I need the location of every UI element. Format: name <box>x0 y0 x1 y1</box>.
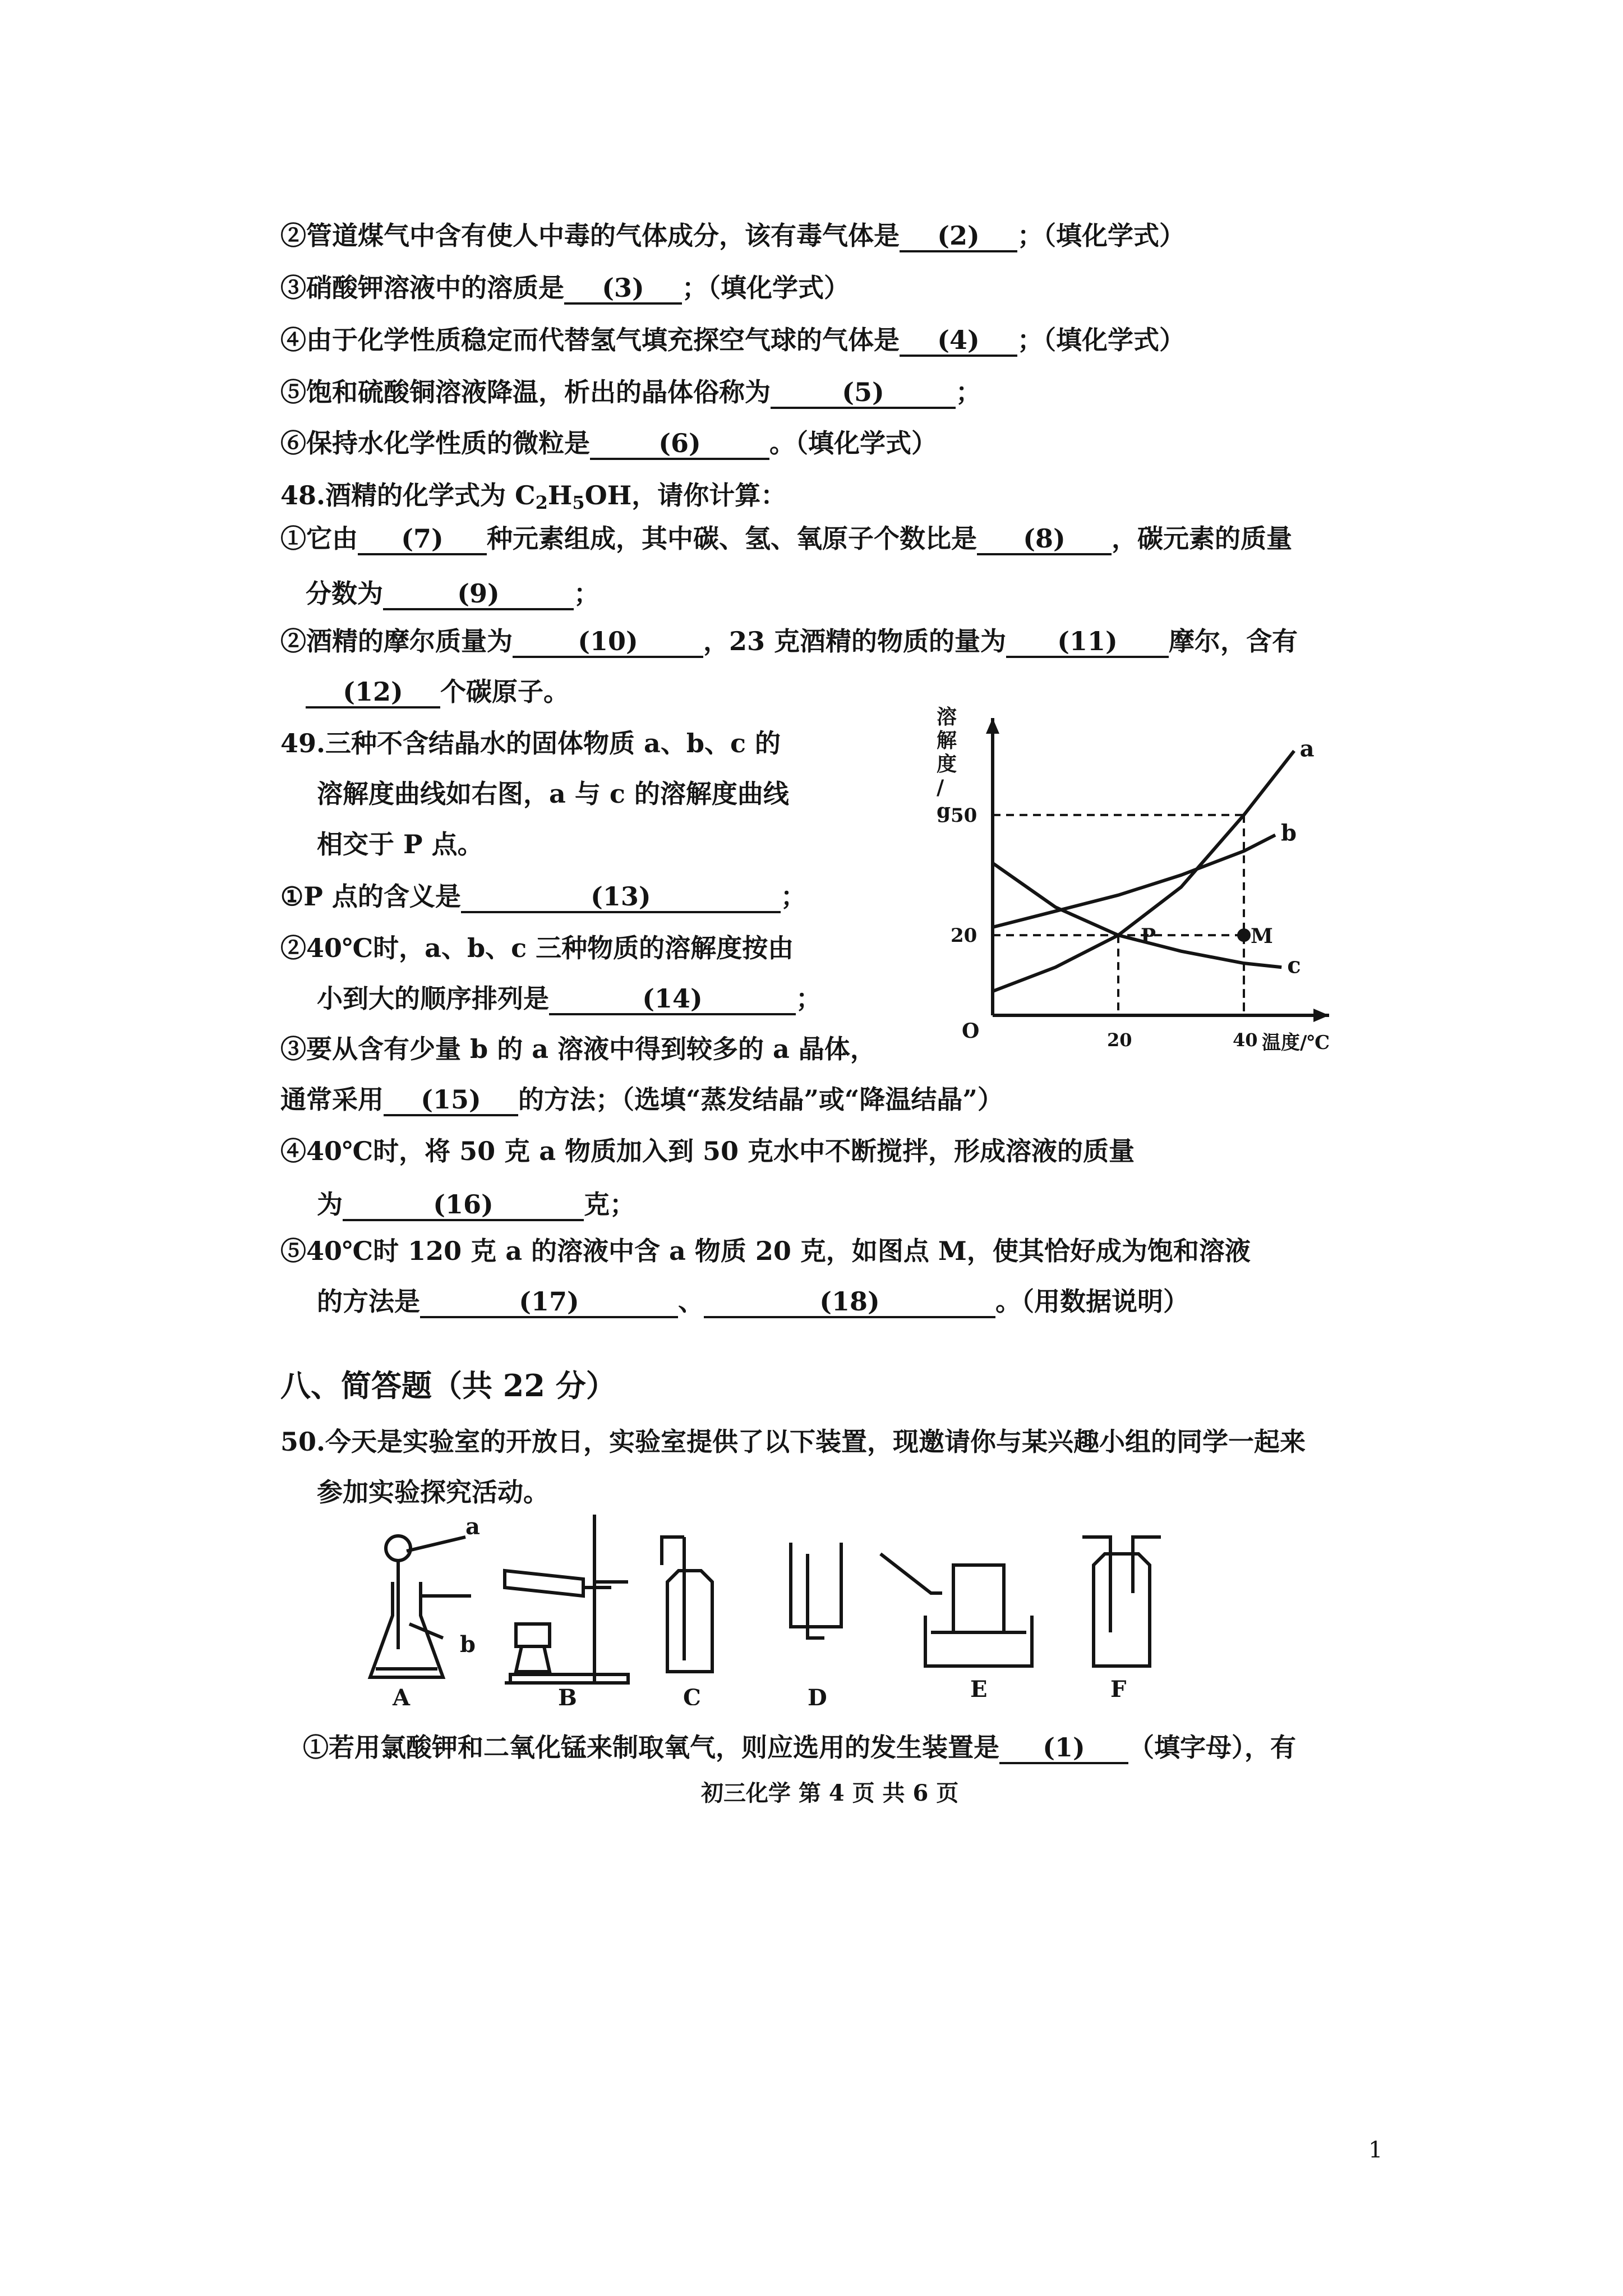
q47-item4: ④由于化学性质稳定而代替氢气填充探空气球的气体是 (4) ；（填化学式） <box>280 323 1185 357</box>
x-axis-label: 温度/℃ <box>1262 1032 1330 1054</box>
apparatus-c-bottle <box>662 1537 712 1672</box>
blank-3[interactable]: (3) <box>564 273 682 305</box>
blank-15[interactable]: (15) <box>384 1085 518 1116</box>
q48-item1-cont: 分数为 (9) ； <box>306 577 600 610</box>
apparatus-label-d: D <box>808 1685 827 1705</box>
point-m <box>1237 928 1251 942</box>
blank-7[interactable]: (7) <box>358 524 487 555</box>
chart-axes <box>986 718 1329 1022</box>
blank-10[interactable]: (10) <box>513 627 703 658</box>
blank-8[interactable]: (8) <box>977 524 1112 555</box>
q49-stem-1: 49.三种不含结晶水的固体物质 a、b、c 的 <box>280 728 781 758</box>
blank-11[interactable]: (11) <box>1006 627 1169 658</box>
blank-6[interactable]: (6) <box>590 429 769 460</box>
blank-18[interactable]: (18) <box>704 1287 995 1318</box>
apparatus-d-downward <box>791 1543 841 1638</box>
apparatus-label-c: C <box>683 1685 701 1705</box>
apparatus-label-b: B <box>558 1685 577 1705</box>
y-axis-label-char: g <box>937 799 951 823</box>
series-label-a: a <box>1299 735 1315 762</box>
chart-labels <box>937 705 1330 1054</box>
x-tick-label: 40 <box>1233 1029 1258 1051</box>
blank-5[interactable]: (5) <box>771 378 956 409</box>
q49-item3: ③要从含有少量 b 的 a 溶液中得到较多的 a 晶体， <box>280 1034 876 1064</box>
blank-9[interactable]: (9) <box>383 579 574 610</box>
y-tick-label: 20 <box>951 924 978 947</box>
q49-item4-cont: 为 (16) 克； <box>317 1188 635 1221</box>
q49-item1: ①P 点的含义是 (13) ； <box>280 880 806 913</box>
q50-item1: ①若用氯酸钾和二氧化锰来制取氧气，则应选用的发生装置是 (1) （填字母），有 <box>303 1731 1296 1764</box>
q49-item2-cont: 小到大的顺序排列是 (14) ； <box>317 982 822 1015</box>
page-number: 1 <box>1368 2137 1383 2163</box>
q50-stem: 50.今天是实验室的开放日，实验室提供了以下装置，现邀请你与某兴趣小组的同学一起来 <box>280 1427 1306 1457</box>
apparatus-part-label-b: b <box>460 1631 476 1658</box>
blank-16[interactable]: (16) <box>343 1190 584 1221</box>
footer: 初三化学 第 4 页 共 6 页 <box>701 1780 959 1806</box>
x-axis-arrow <box>1313 1009 1329 1022</box>
q49-stem-2: 溶解度曲线如右图，a 与 c 的溶解度曲线 <box>317 779 789 809</box>
q47-item5: ⑤饱和硫酸铜溶液降温，析出的晶体俗称为 (5) ； <box>280 375 981 409</box>
q48-item2-cont: (12) 个碳原子。 <box>306 675 569 708</box>
blank-14[interactable]: (14) <box>549 984 796 1015</box>
q50-stem-cont: 参加实验探究活动。 <box>317 1477 549 1507</box>
q48-stem: 48.酒精的化学式为 $C_2H_5OH$，请你计算： <box>280 480 787 513</box>
point-label-m: M <box>1251 924 1273 949</box>
series-label-c: c <box>1287 952 1301 979</box>
solubility-chart <box>925 701 1374 1083</box>
q49-item5: ⑤40℃时 120 克 a 的溶液中含 a 物质 20 克，如图点 M，使其恰好成为饱和溶液 <box>280 1236 1251 1266</box>
y-axis-label-char: / <box>937 776 944 799</box>
apparatus-label-a: A <box>393 1685 411 1705</box>
apparatus-part-label-a: a <box>465 1513 480 1540</box>
y-axis-label-char: 溶 <box>937 705 957 729</box>
q47-item2: ②管道煤气中含有使人中毒的气体成分，该有毒气体是 (2) ；（填化学式） <box>280 219 1185 252</box>
blank-13[interactable]: (13) <box>461 882 781 913</box>
y-axis-label-char: 解 <box>937 729 957 752</box>
apparatus-label-f: F <box>1110 1676 1127 1703</box>
q47-item6: ⑥保持水化学性质的微粒是 (6) 。（填化学式） <box>280 426 937 460</box>
y-axis-arrow <box>986 718 999 734</box>
y-tick-label: 50 <box>951 804 978 827</box>
x-tick-label: 20 <box>1107 1029 1132 1051</box>
y-axis-label-char: 度 <box>937 752 957 776</box>
q47-item3: ③硝酸钾溶液中的溶质是 (3) ；（填化学式） <box>280 271 850 305</box>
apparatus-b-heating <box>505 1515 628 1683</box>
q48-item2: ②酒精的摩尔质量为 (10) ，23 克酒精的物质的量为 (11) 摩尔，含有 <box>280 624 1298 658</box>
blank-2[interactable]: (2) <box>900 221 1017 252</box>
q49-item2: ②40℃时，a、b、c 三种物质的溶解度按由 <box>280 933 794 963</box>
apparatus-label-e: E <box>970 1676 988 1703</box>
blank-1[interactable]: (1) <box>999 1733 1128 1764</box>
blank-17[interactable]: (17) <box>420 1287 678 1318</box>
apparatus-diagram <box>348 1503 1166 1705</box>
q48-item1: ①它由 (7) 种元素组成，其中碳、氢、氧原子个数比是 (8) ，碳元素的质量 <box>280 522 1292 555</box>
blank-4[interactable]: (4) <box>900 325 1017 357</box>
apparatus-e-trough <box>880 1554 1032 1666</box>
section-8-title: 八、简答题（共 22 分） <box>280 1368 616 1404</box>
chart-series <box>993 751 1294 992</box>
q49-item3-cont: 通常采用 (15) 的方法；（选填“蒸发结晶”或“降温结晶”） <box>280 1083 1003 1116</box>
q49-item4: ④40℃时，将 50 克 a 物质加入到 50 克水中不断搅拌，形成溶液的质量 <box>280 1136 1135 1166</box>
origin-label: O <box>962 1019 980 1043</box>
blank-12[interactable]: (12) <box>306 677 440 708</box>
series-line-b <box>993 835 1275 927</box>
apparatus-a-flask <box>370 1536 471 1677</box>
q49-stem-3: 相交于 P 点。 <box>317 829 483 859</box>
series-label-b: b <box>1281 820 1297 846</box>
apparatus-f-bottle <box>1082 1537 1161 1666</box>
q49-item5-cont: 的方法是 (17) 、 (18) 。（用数据说明） <box>317 1285 1189 1318</box>
series-line-a <box>993 751 1294 992</box>
point-label-p: P <box>1141 924 1156 949</box>
